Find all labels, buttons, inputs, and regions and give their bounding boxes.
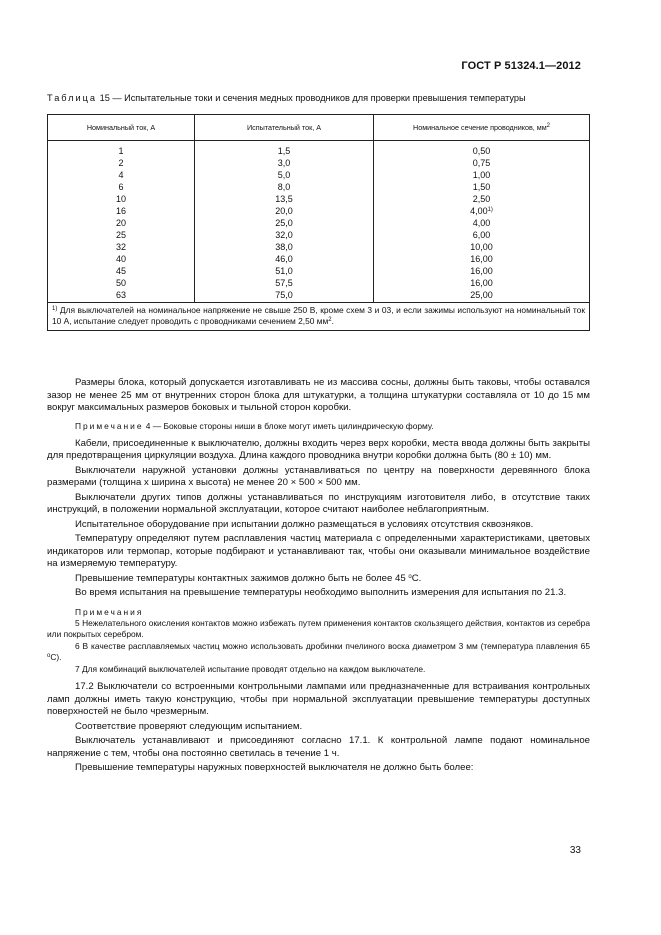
paragraph: Соответствие проверяют следующим испытанием.: [75, 720, 303, 732]
notes-title: Примечания: [75, 606, 144, 617]
table-row: 2 3,0 0,75: [48, 157, 590, 169]
table-row: 6 8,0 1,50: [48, 181, 590, 193]
table-caption-text: 15 — Испытательные токи и сечения медных проводников для проверки превышения температуры: [97, 93, 526, 103]
paragraph: Выключатель устанавливают и присоединяют согласно 17.1. К контрольной лампе подают номинальное напряжение с тем, чтобы она постоянно светилась в течение 1 ч.: [47, 735, 590, 759]
table-row: 25 32,0 6,00: [48, 229, 590, 241]
paragraph: Во время испытания на превышение температуры необходимо выполнить измерения для испытания по 21.3.: [75, 587, 567, 598]
note-7: 7 Для комбинаций выключателей испытание проводят отдельно на каждом выключателе.: [75, 664, 426, 674]
footnote-mark: 1): [487, 207, 493, 213]
paragraph: Превышение температуры контактных зажимов должно быть не более 45 $^о$С.: [75, 572, 422, 584]
document-header: ГОСТ Р 51324.1—2012: [461, 60, 581, 72]
table-row: 40 46,0 16,00: [48, 253, 590, 265]
col-header-rated-current: Номинальный ток, А: [48, 115, 195, 141]
table-header-row: [48, 115, 590, 141]
test-currents-table: [47, 114, 590, 331]
table-row: 10 13,5 2,50: [48, 193, 590, 205]
paragraph: Выключатели наружной установки должны устанавливаться по центру на поверхности деревянного блока размерами (толщина x ширина x высота) не менее 20 × 500 × 500 мм.: [47, 464, 590, 488]
note-6: 6 В качестве расплавляемых частиц можно использовать дробинки пчелиного воска диаметром 3 мм (температура плавления 65 $^о$С).: [47, 641, 590, 662]
paragraph: Размеры блока, который допускается изготавливать не из массива сосны, должны быть таковы, чтобы оставался зазор не менее 25 мм от внутренних сторон блока для штукатурки, а толщина штукатурки составляла от 10 до 15 мм вокруг максимальных размеров боковых и тыльной сторон коробки.: [47, 377, 590, 413]
paragraph: Испытательное оборудование при испытании должно размещаться в условиях отсутствия сквозняков.: [75, 518, 534, 530]
table-row: 50 57,5 16,00: [48, 277, 590, 289]
table-row: 32 38,0 10,00: [48, 241, 590, 253]
col-header-cross-section: Номинальное сечение проводников, $мм^2$: [374, 115, 590, 141]
paragraph: Выключатели других типов должны устанавливаться по инструкциям изготовителя либо, в отсутствие таких инструкций, в положении нормальной эксплуатации, которое считают наиболее неблагоприятным.: [47, 491, 590, 515]
table-caption: [47, 93, 607, 103]
note-4: Примечание 4 — Боковые стороны ниши в блоке могут иметь цилиндрическую форму.: [75, 420, 434, 431]
paragraph: 17.2 Выключатели со встроенными контрольными лампами или предназначенные для встраивания контрольных ламп должны иметь такую конструкцию, чтобы при нормальной эксплуатации превышение температуры доступных поверхностей не было чрезмерным.: [47, 681, 590, 717]
paragraph: Кабели, присоединенные к выключателю, должны входить через верх коробки, места ввода должны быть закрыты для предотвращения циркуляции воздуха. Длина каждого проводника внутри коробки должна быть (80 ± 10) мм.: [47, 437, 590, 461]
table-row: 63 75,0 25,00: [48, 289, 590, 303]
table-row: 20 25,0 4,00: [48, 217, 590, 229]
note-5: 5 Нежелательного окисления контактов можно избежать путем применения контактов скользящего действия, контактов из серебра или покрытых серебром.: [47, 618, 590, 639]
col-header-test-current: Испытательный ток, А: [195, 115, 374, 141]
paragraph: Температуру определяют путем расплавления частиц материала с определенными характеристиками, цветовых индикаторов или термопар, которые подбирают и устанавливают так, чтобы они оказывали минимальное воздействие на измеряемую температуру.: [47, 533, 590, 569]
table-footnote-row: [48, 303, 590, 331]
body-text: [47, 377, 590, 777]
table-row: 16 20,0 4,00$^{1)}$: [48, 205, 590, 217]
table-footnote: $^{1)}$ Для выключателей на номинальное напряжение не свыше 250 В, кроме схем 3 и 03, и если зажимы используют на номинальный ток 10 А, испытание следует проводить с проводниками сечением 2,50 $мм^2$.: [48, 303, 590, 331]
table-row: 45 51,0 16,00: [48, 265, 590, 277]
table-row: 1 1,5 0,50: [48, 141, 590, 158]
page-number: 33: [569, 845, 581, 856]
paragraph: Превышение температуры наружных поверхностей выключателя не должно быть более:: [75, 762, 474, 773]
table-row: 4 5,0 1,00: [48, 169, 590, 181]
table-caption-label: Таблица: [47, 93, 98, 103]
